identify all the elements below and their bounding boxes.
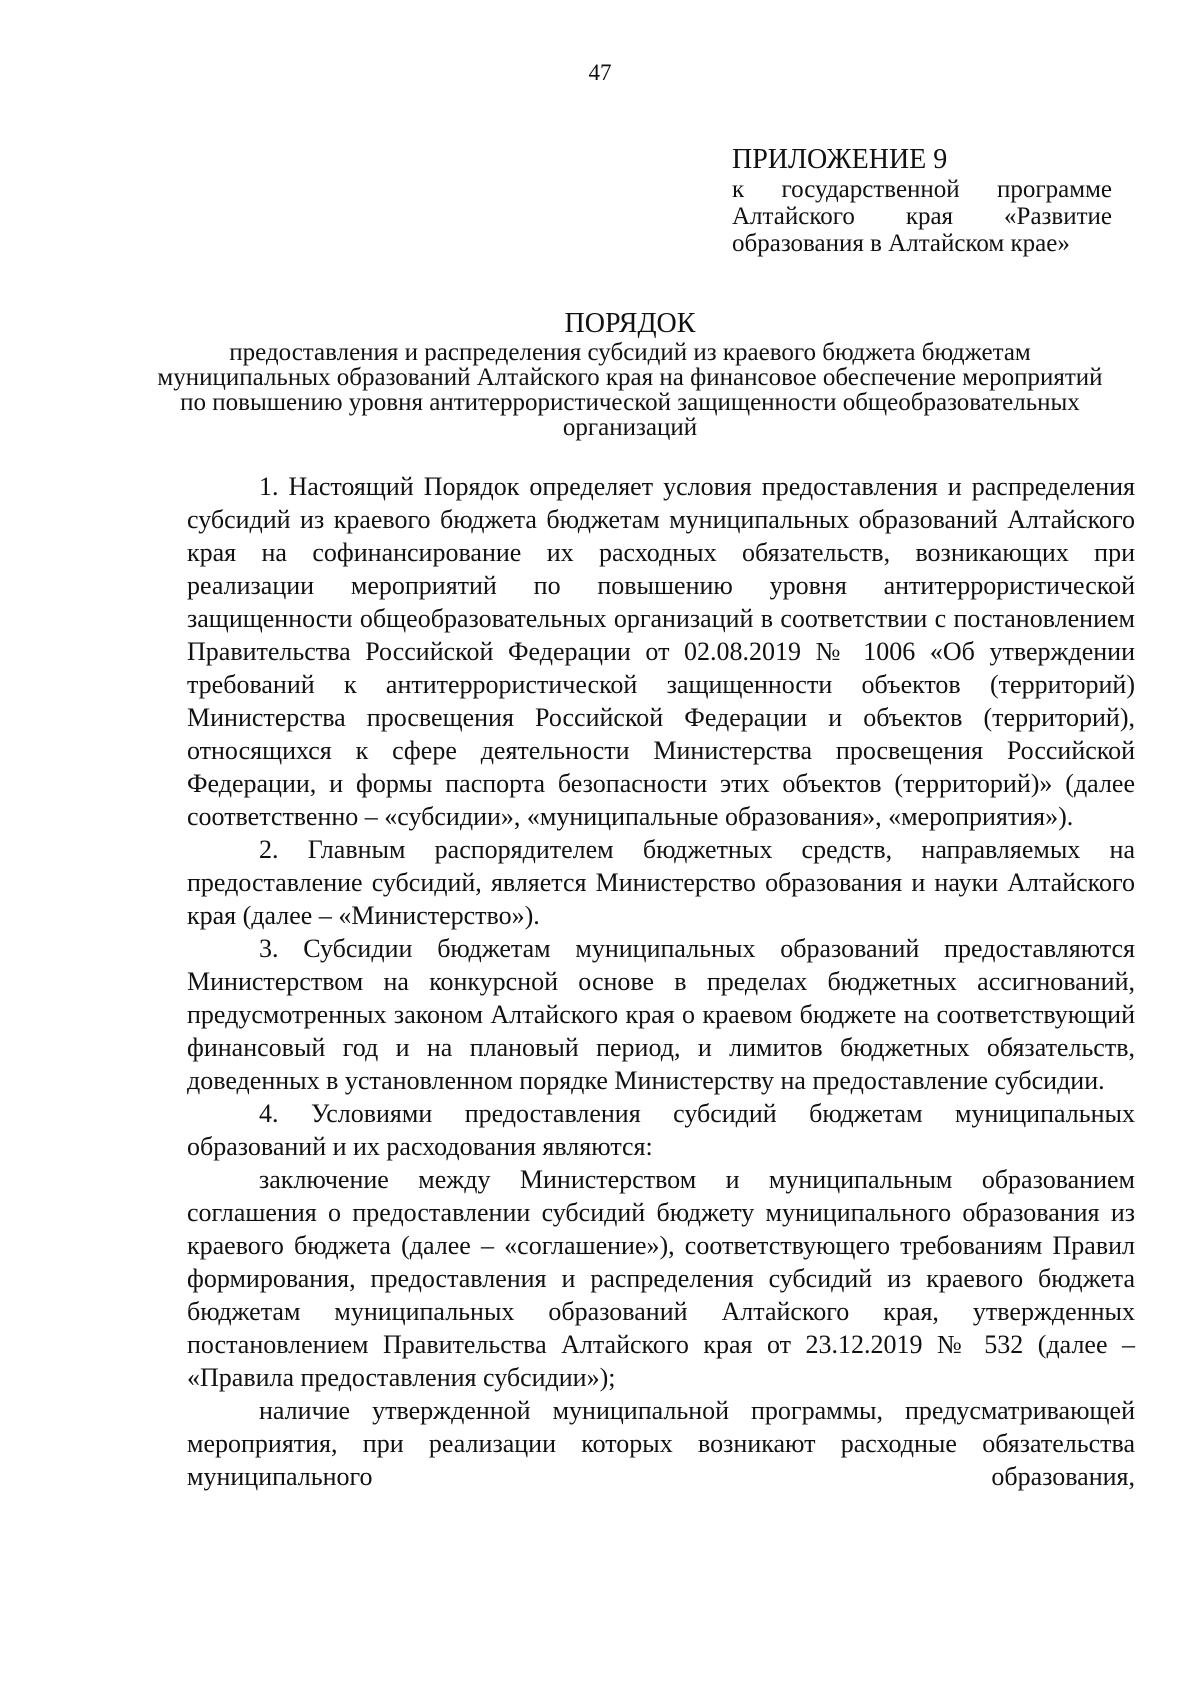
paragraph-5: заключение между Министерством и муниципальным образованием соглашения о предоставлении субсидий бюджету муниципального образования из краевого бюджета (далее – «соглашение»), соответствующего требованиям Правил формирования, предоставления и распределения субсидий из краевого бюджета бюджетам муниципальных образований Алтайского края, утвержденных постановлением Правительства Алтайского края от 23.12.2019 № 532 (далее – «Правила предоставления субсидии»); <box>187 1165 1135 1392</box>
document-title: ПОРЯДОК <box>564 308 696 339</box>
document-subtitle: предоставления и распределения субсидий из краевого бюджета бюджетам муниципальных образований Алтайского края на финансовое обеспечение мероприятий по повышению уровня антитеррористической защищенности общеобразовательных организаций <box>157 339 1103 441</box>
document-body <box>187 470 1135 1493</box>
appendix-block <box>732 144 1112 257</box>
appendix-line-3: образования в Алтайском крае» <box>732 230 1070 257</box>
paragraph-3: 3. Субсидии бюджетам муниципальных образований предоставляются Министерством на конкурсной основе в пределах бюджетных ассигнований, предусмотренных законом Алтайского края о краевом бюджете на соответствующий финансовый год и на плановый период, и лимитов бюджетных обязательств, доведенных в установленном порядке Министерству на предоставление субсидии. <box>187 934 1135 1095</box>
page-number: 47 <box>588 60 612 85</box>
paragraph-6: наличие утвержденной муниципальной программы, предусматривающей мероприятия, при реализации которых возникают расходные обязательства муниципального образования, <box>187 1396 1135 1491</box>
appendix-subtitle <box>732 176 1112 257</box>
appendix-line-2: Алтайского края «Развитие <box>732 203 1112 230</box>
appendix-line-1: к государственной программе <box>732 176 1112 203</box>
document-heading <box>150 308 1110 440</box>
paragraph-2: 2. Главным распорядителем бюджетных средств, направляемых на предоставление субсидий, является Министерство образования и науки Алтайского края (далее – «Министерство»). <box>187 835 1135 930</box>
appendix-title: ПРИЛОЖЕНИЕ 9 <box>732 144 948 175</box>
paragraph-1: 1. Настоящий Порядок определяет условия предоставления и распределения субсидий из краевого бюджета бюджетам муниципальных образований Алтайского края на софинансирование их расходных обязательств, возникающих при реализации мероприятий по повышению уровня антитеррористической защищенности общеобразовательных организаций в соответствии с постановлением Правительства Российской Федерации от 02.08.2019 № 1006 «Об утверждении требований к антитеррористической защищенности объектов (территорий) Министерства просвещения Российской Федерации и объектов (территорий), относящихся к сфере деятельности Министерства просвещения Российской Федерации, и формы паспорта безопасности этих объектов (территорий)» (далее соответственно – «субсидии», «муниципальные образования», «мероприятия»). <box>187 472 1135 831</box>
paragraph-4: 4. Условиями предоставления субсидий бюджетам муниципальных образований и их расходования являются: <box>187 1099 1135 1161</box>
